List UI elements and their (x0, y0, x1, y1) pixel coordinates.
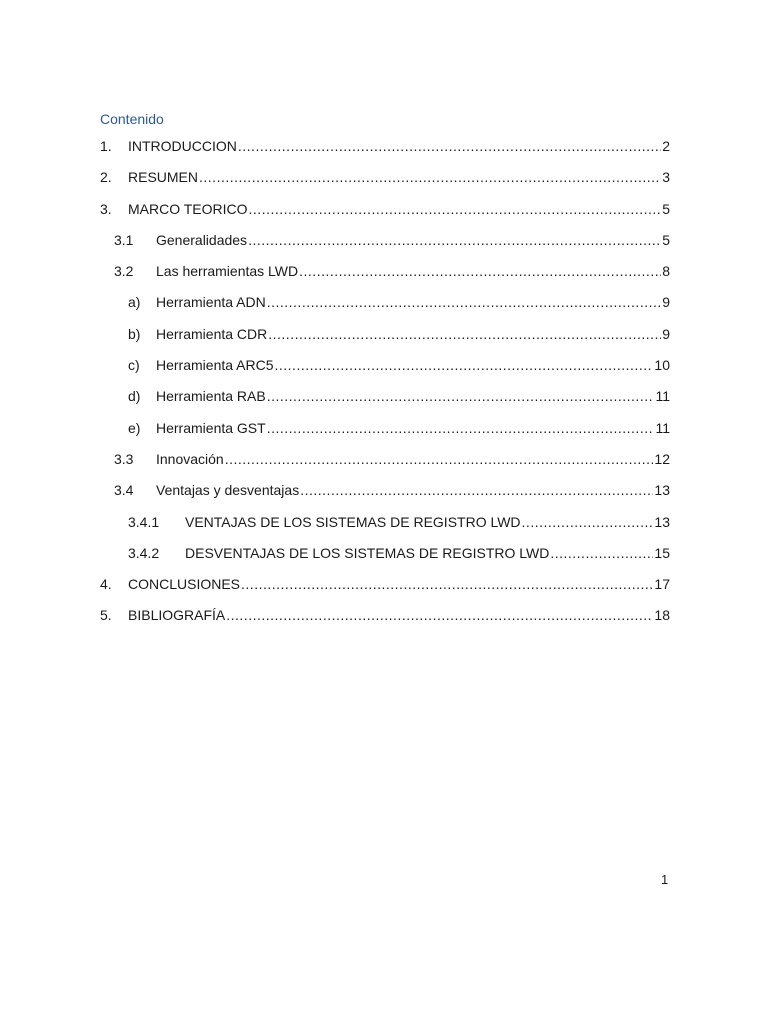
toc-dot-leader (238, 137, 661, 155)
toc-entry-number: 3.4.2 (128, 544, 160, 561)
toc-dot-leader (300, 481, 653, 499)
toc-entry-number: e) (128, 419, 141, 436)
toc-entry-page: 11 (655, 388, 670, 405)
toc-dot-leader (226, 606, 653, 624)
toc-entry-page: 8 (662, 263, 670, 280)
toc-entry-title: Herramienta GST (156, 419, 266, 436)
toc-entry-title: DESVENTAJAS DE LOS SISTEMAS DE REGISTRO LWD (185, 544, 550, 561)
toc-entry-ventajas-lwd[interactable] (100, 513, 670, 544)
toc-entry-number: 3. (100, 200, 112, 217)
toc-dot-leader (225, 450, 654, 468)
toc-entry-desventajas-lwd[interactable] (100, 544, 670, 575)
toc-entry-marco-teorico[interactable] (100, 200, 670, 231)
toc-entry-page: 13 (654, 482, 670, 499)
toc-entry-herramienta-gst[interactable] (100, 419, 670, 450)
toc-entry-title: Herramienta RAB (156, 388, 266, 405)
toc-entry-page: 9 (662, 294, 670, 311)
toc-entry-page: 3 (662, 169, 670, 186)
toc-entry-title: Herramienta ARC5 (156, 357, 274, 374)
toc-dot-leader (241, 575, 653, 593)
toc-entry-title: BIBLIOGRAFÍA (128, 607, 226, 624)
toc-dot-leader (199, 168, 661, 186)
toc-entry-page: 9 (662, 325, 670, 342)
toc-entry-number: b) (128, 325, 141, 342)
toc-entry-page: 13 (654, 513, 670, 530)
toc-entry-number: 3.4 (114, 482, 134, 499)
toc-entry-title: Innovación (156, 450, 224, 467)
toc-entry-title: Ventajas y desventajas (156, 482, 300, 499)
toc-dot-leader (267, 293, 662, 311)
toc-entry-number: 3.1 (114, 231, 134, 248)
toc-entry-herramienta-rab[interactable] (100, 387, 670, 418)
toc-entry-page: 18 (654, 607, 670, 624)
toc-entry-page: 5 (662, 231, 670, 248)
toc-entry-number: 5. (100, 607, 112, 624)
toc-entry-page: 5 (662, 200, 670, 217)
toc-entry-title: Herramienta CDR (156, 325, 268, 342)
toc-dot-leader (248, 231, 661, 249)
toc-dot-leader (268, 325, 661, 343)
toc-entry-title: Herramienta ADN (156, 294, 266, 311)
toc-entry-number: 3.2 (114, 263, 134, 280)
toc-dot-leader (299, 262, 661, 280)
toc-entry-herramienta-cdr[interactable] (100, 325, 670, 356)
toc-entry-generalidades[interactable] (100, 231, 670, 262)
toc-entry-title: INTRODUCCION (128, 138, 237, 154)
table-of-contents (100, 137, 670, 638)
toc-entry-innovacion[interactable] (100, 450, 670, 481)
toc-dot-leader (249, 200, 662, 218)
toc-entry-number: c) (128, 357, 140, 374)
toc-entry-number: 3.4.1 (128, 513, 160, 530)
toc-entry-page: 17 (654, 576, 670, 593)
toc-entry-number: 3.3 (114, 450, 134, 467)
toc-entry-title: VENTAJAS DE LOS SISTEMAS DE REGISTRO LWD (185, 513, 521, 530)
toc-heading: Contenido (100, 111, 164, 127)
toc-entry-title: CONCLUSIONES (128, 576, 241, 593)
page-number: 1 (661, 872, 669, 887)
toc-entry-number: d) (128, 388, 141, 405)
toc-entry-number: 1. (100, 138, 112, 154)
toc-entry-title: Generalidades (156, 231, 248, 248)
toc-entry-number: 4. (100, 576, 112, 593)
toc-entry-resumen[interactable] (100, 168, 670, 199)
toc-dot-leader (275, 356, 654, 374)
toc-dot-leader (267, 419, 655, 437)
toc-dot-leader (522, 513, 654, 531)
toc-entry-page: 15 (654, 544, 670, 561)
toc-entry-herramientas-lwd[interactable] (100, 262, 670, 293)
toc-entry-page: 11 (655, 419, 670, 436)
toc-entry-number: 2. (100, 169, 112, 186)
toc-dot-leader (267, 387, 655, 405)
toc-dot-leader (550, 544, 653, 562)
toc-entry-herramienta-arc5[interactable] (100, 356, 670, 387)
toc-entry-page: 12 (654, 450, 670, 467)
toc-entry-ventajas-desventajas[interactable] (100, 481, 670, 512)
toc-entry-page: 2 (662, 138, 670, 154)
toc-entry-page: 10 (654, 357, 670, 374)
toc-entry-introduccion[interactable] (100, 137, 670, 168)
toc-entry-title: MARCO TEORICO (128, 200, 248, 217)
toc-entry-title: RESUMEN (128, 169, 199, 186)
toc-entry-bibliografia[interactable] (100, 606, 670, 637)
toc-entry-herramienta-adn[interactable] (100, 293, 670, 324)
toc-entry-number: a) (128, 294, 141, 311)
toc-entry-title: Las herramientas LWD (156, 263, 299, 280)
toc-entry-conclusiones[interactable] (100, 575, 670, 606)
